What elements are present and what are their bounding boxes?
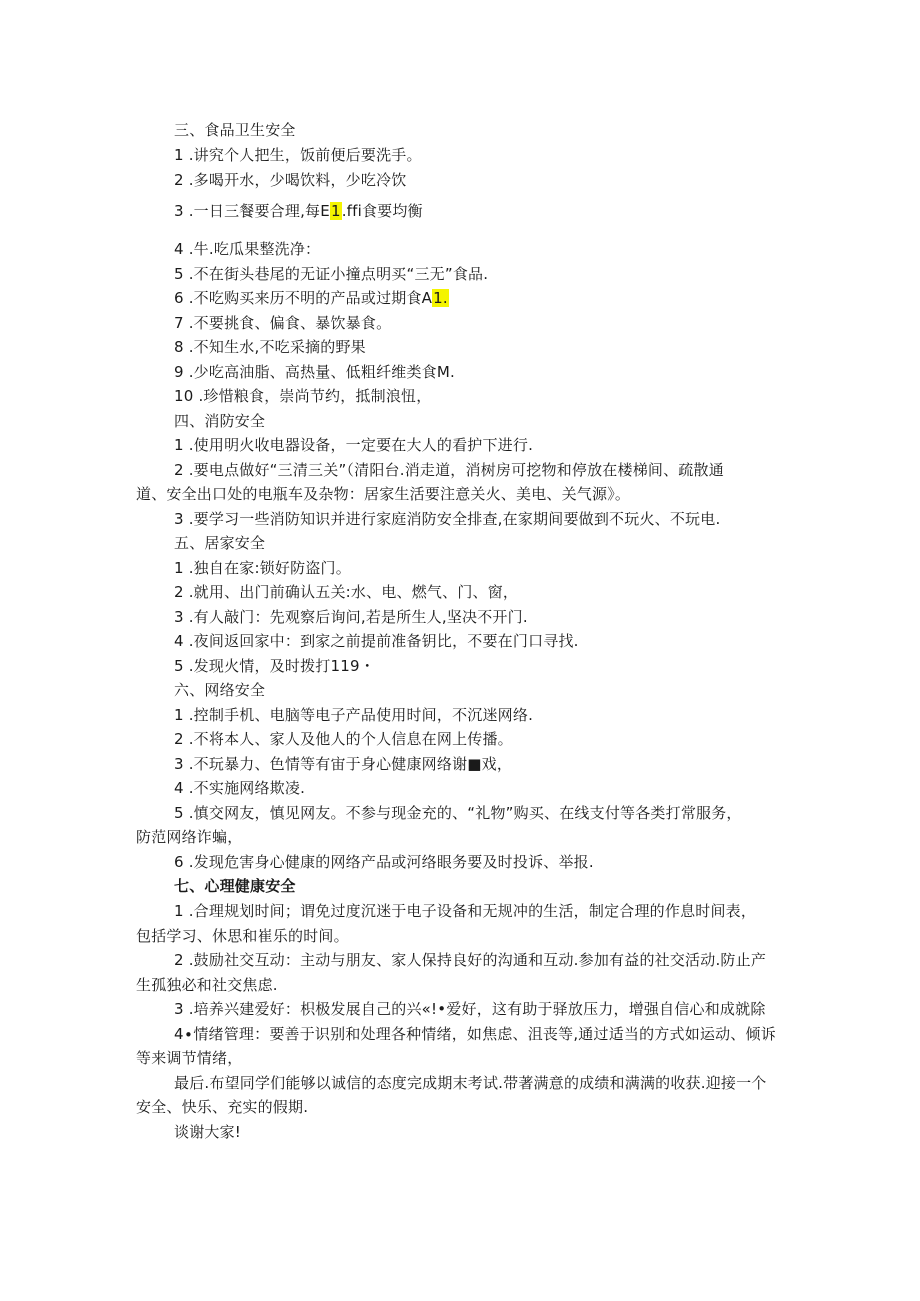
list-item: 8 .不知生水,不吃采摘的野果 [174,338,366,356]
list-item: 4 .不实施网络欺凌. [174,779,306,797]
list-item-continuation: 包括学习、休思和崔乐的时间。 [136,927,349,945]
list-item: 7 .不要挑食、偏食、暴饮暴食。 [174,314,392,332]
list-item: 1 .控制手机、电脑等电子产品使用时间，不沉迷网络. [174,706,534,724]
closing-paragraph-continuation: 安全、快乐、充实的假期. [136,1098,309,1116]
list-item: 3 .培养兴建爱好：枳极发展自己的兴«!•爱好，这有助于驿放压力，增强自信心和成就除 [174,1000,766,1018]
list-item: 6 .发现危害身心健康的网络产品或河络眼务要及时投诉、举报. [174,853,594,871]
text: .ffi食要均衡 [341,202,423,220]
list-item: 2 .就用、出门前确认五关:水、电、燃气、门、窗， [174,583,519,601]
list-item-continuation: 等来调节情绪， [136,1049,243,1067]
section-title-mental-health: 七、心理健康安全 [174,877,296,895]
list-item: 9 .少吃高油脂、高热量、低粗纤维类食M. [174,363,455,381]
list-item: 5 .慎交网友，慎见网友。不参与现金充的、“礼物”购买、在线支付等各类打常服务， [174,804,742,822]
list-item: 2 .不将本人、家人及他人的个人信息在网上传播。 [174,730,513,748]
list-item-continuation: 防范网络诈蝙， [136,828,243,846]
list-item: 5 .发现火情，及时拨打119・ [174,657,375,675]
list-item: 2 .多喝开水，少喝饮料，少吃冷饮 [174,171,407,189]
text: 6 .不吃购买来历不明的产品或过期食A [174,289,433,307]
list-item: 1 .使用明火收电器设备，一定要在大人的看护下进行. [174,436,534,454]
list-item: 2 .鼓励社交互动：主动与朋友、家人保持良好的沟通和互动.参加有益的社交活动.防止产 [174,951,767,969]
highlight: 1 [330,202,341,220]
section-title-fire-safety: 四、消防安全 [174,412,266,430]
list-item: 1 .合理规划时间；谓免过度沉迷于电子设备和无规冲的生活，制定合理的作息时间表， [174,902,757,920]
list-item: 1 .讲究个人把生，饭前便后要洗手。 [174,146,422,164]
list-item: 5 .不在街头巷尾的无证小撞点明买“三无”食品. [174,265,489,283]
closing-paragraph: 最后.布望同学们能够以诚信的态度完成期末考试.带著满意的成绩和满满的收获.迎接一个 [174,1074,767,1092]
text: 3 .一日三餐要合理,每E [174,202,330,220]
list-item: 3 .有人敲门：先观察后询问,若是所生人,坚决不开门. [174,608,528,626]
list-item: 3 .不玩暴力、色情等有宙于身心健康网络谢■戏， [174,755,513,773]
thanks-line: 谈谢大家! [174,1123,242,1141]
list-item: 4 .牛.吃瓜果整洗净： [174,240,321,258]
list-item: 10 .珍惜粮食，崇尚节约，抵制浪忸， [174,387,432,405]
list-item: 4∙情绪管理：要善于识别和处理各种情绪，如焦虑、沮丧等,通过适当的方式如运动、倾诉 [174,1025,776,1043]
section-title-network-safety: 六、网络安全 [174,681,266,699]
section-title-home-safety: 五、居家安全 [174,534,266,552]
section-title-food-safety: 三、食品卫生安全 [174,121,296,139]
highlight: 1. [433,289,448,307]
list-item: 4 .夜间返回家中：到家之前提前准备钥比，不要在门口寻找. [174,632,579,650]
list-item-continuation: 生孤独必和社交焦虑. [136,976,278,994]
list-item: 2 .要电点做好“三清三关”（清阳台.消走道，消树房可挖物和停放在楼梯间、疏散通 [174,461,724,479]
list-item [174,288,449,308]
list-item-continuation: 道、安全出口处的电瓶车及杂物：居家生活要注意关火、美电、关气源》。 [136,485,631,503]
list-item: 3 .要学习一些消防知识并进行家庭消防安全排查,在家期间要做到不玩火、不玩电. [174,510,721,528]
list-item [174,201,423,221]
list-item: 1 .独自在家:锁好防盗门。 [174,559,351,577]
